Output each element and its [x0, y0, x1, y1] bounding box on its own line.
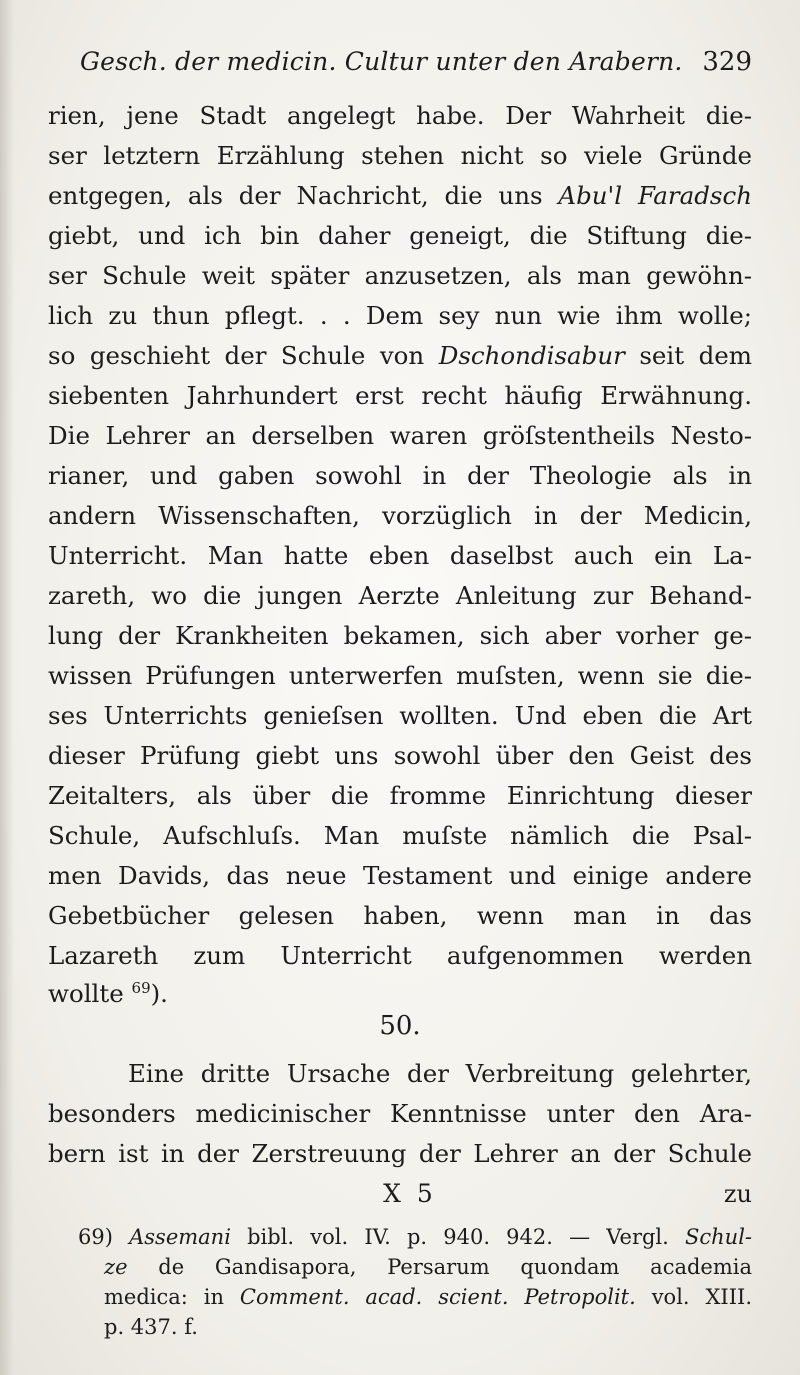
text-line: besonders medicinischer Kenntnisse unter den Ara- [48, 1099, 752, 1128]
text-line: Gebetbücher gelesen haben, wenn man in das [48, 901, 752, 930]
footnote-line: ze de Gandisapora, Persarum quondam academia [104, 1255, 752, 1279]
text-line: Die Lehrer an derselben waren gröſstentheils Nesto- [48, 421, 752, 450]
section-number: 50. [379, 1011, 421, 1041]
footnote-line: medica: in Comment. acad. scient. Petropolit. vol. XIII. [104, 1285, 752, 1309]
text-line: bern ist in der Zerstreuung der Lehrer an der Schule [48, 1139, 752, 1168]
text-line: Zeitalters, als über die fromme Einrichtung dieser [48, 781, 752, 810]
running-title: Gesch. der medicin. Cultur unter den Arabern. [80, 47, 683, 76]
text-line: lung der Krankheiten bekamen, sich aber vorher ge- [48, 621, 752, 650]
text-line: men Davids, das neue Testament und einige andere [48, 861, 752, 890]
text-line: so geschieht der Schule von Dschondisabur seit dem [48, 341, 752, 370]
page-number: 329 [702, 47, 752, 77]
text-line: Eine dritte Ursache der Verbreitung gelehrter, [128, 1059, 752, 1088]
text-line: ser Schule weit später anzusetzen, als man gewöhn- [48, 261, 752, 290]
text-line: entgegen, als der Nachricht, die uns Abu'l Faradsch [48, 181, 752, 210]
text-line: Schule, Aufschluſs. Man muſste nämlich die Psal- [48, 821, 752, 850]
text-line: andern Wissenschaften, vorzüglich in der Medicin, [48, 501, 752, 530]
footnote-line: p. 437. f. [104, 1315, 198, 1339]
text-line: zareth, wo die jungen Aerzte Anleitung zur Behand- [48, 581, 752, 610]
text-line: wollte $^{69}$). [48, 979, 168, 1008]
text-line: wissen Prüfungen unterwerfen muſsten, wenn sie die- [48, 661, 752, 690]
text-line: Unterricht. Man hatte eben daselbst auch ein La- [48, 541, 752, 570]
text-line: rianer, und gaben sowohl in der Theologie als in [48, 461, 752, 490]
text-line: dieser Prüfung giebt uns sowohl über den Geist des [48, 741, 752, 770]
page-gutter-shadow [0, 0, 14, 1375]
text-line: ser letztern Erzählung stehen nicht so viele Gründe [48, 141, 752, 170]
page-header [80, 44, 752, 80]
catchword: zu [723, 1180, 752, 1208]
signature-mark: X 5 [383, 1179, 437, 1208]
text-line: giebt, und ich bin daher geneigt, die Stiftung die- [48, 221, 752, 250]
place-name-dschondisabur: Dschondisabur [438, 341, 625, 370]
text-line: ses Unterrichts genieſsen wollten. Und eben die Art [48, 701, 752, 730]
author-name-abul-faradsch: Abu'l Faradsch [558, 181, 752, 210]
footnote-line: 69) Assemani bibl. vol. IV. p. 940. 942. — Vergl. Schul- [78, 1225, 753, 1249]
footnote-reference[interactable]: 69 [131, 979, 151, 997]
text-line: lich zu thun pflegt. . . Dem sey nun wie ihm wolle; [48, 301, 752, 330]
text-line: rien, jene Stadt angelegt habe. Der Wahrheit die- [48, 101, 752, 130]
text-line: Lazareth zum Unterricht aufgenommen werden [48, 941, 752, 970]
text-line: siebenten Jahrhundert erst recht häufig Erwähnung. [48, 381, 752, 410]
